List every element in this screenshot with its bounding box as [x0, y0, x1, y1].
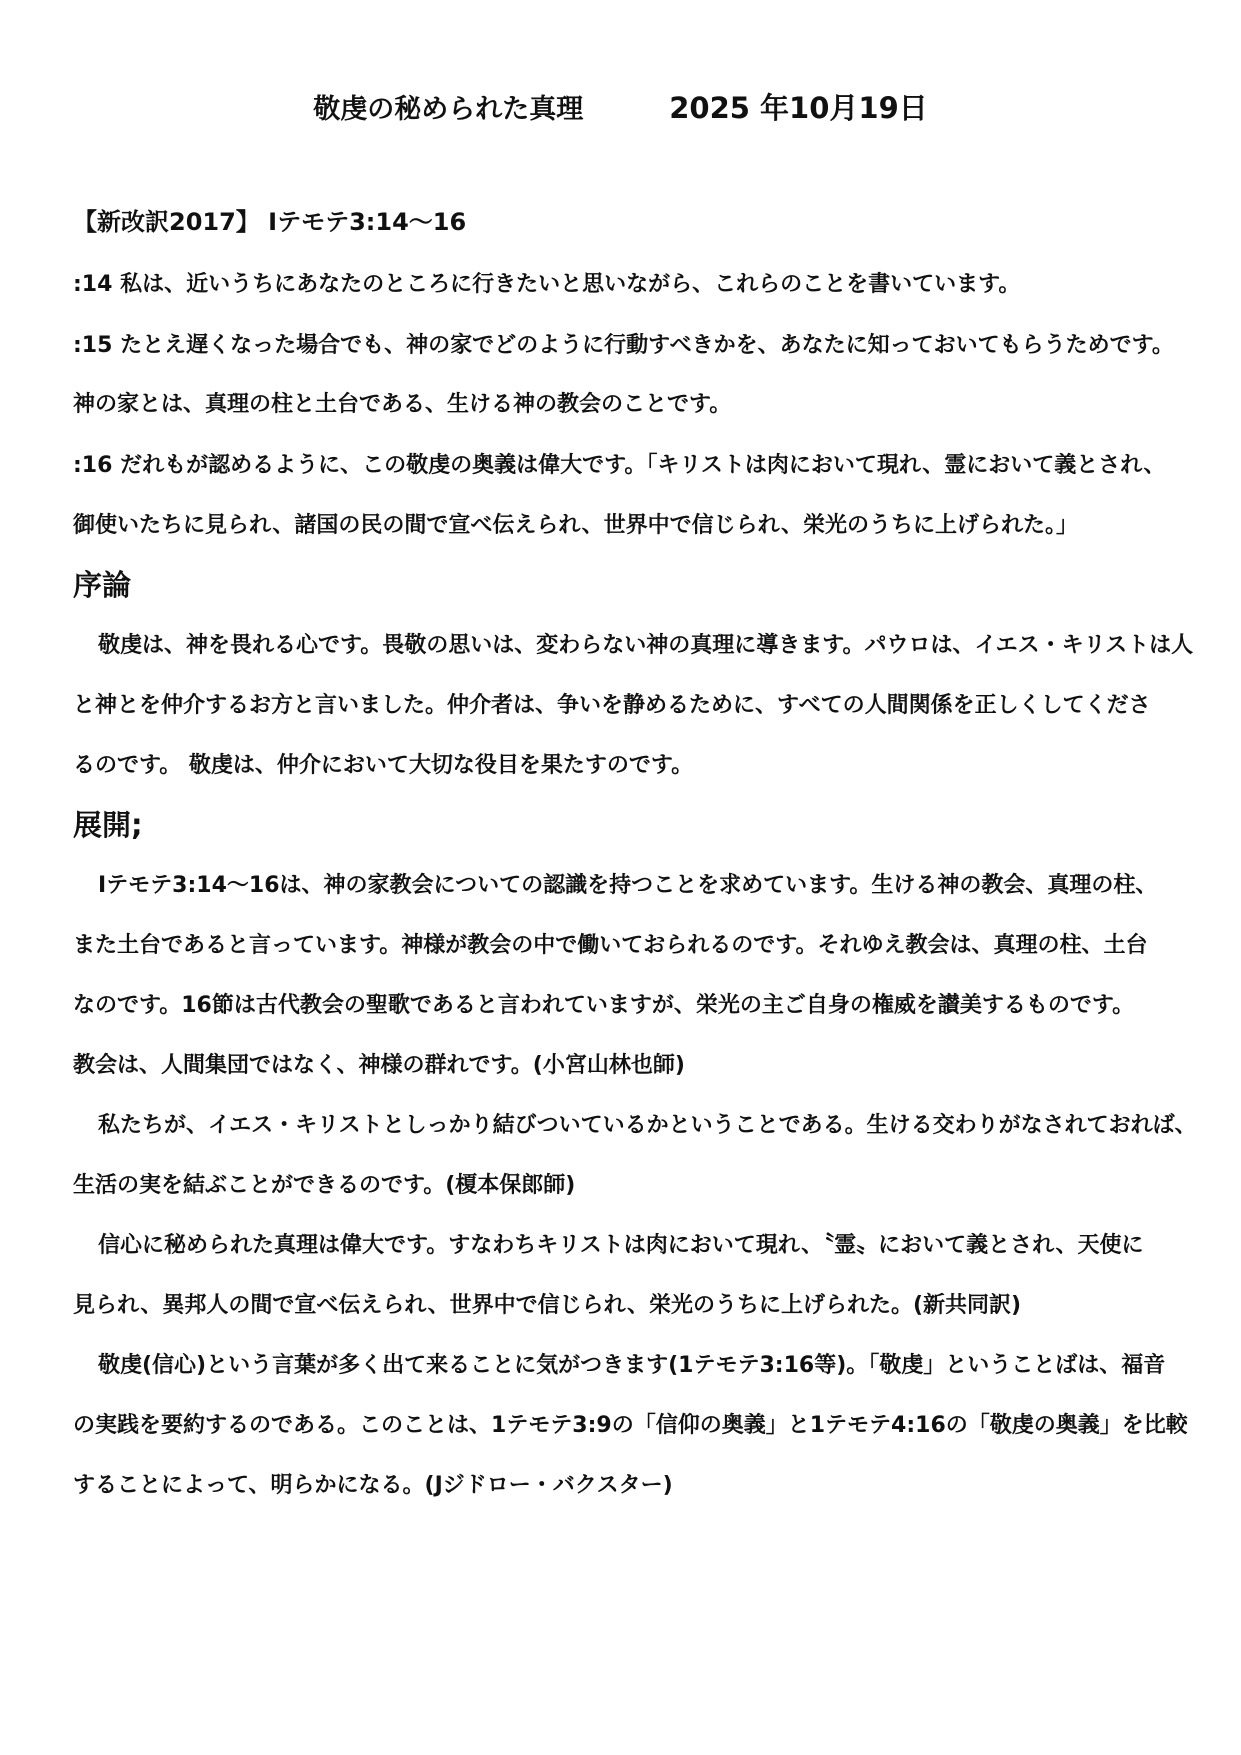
- intro-line: と神とを仲介するお方と言いました。仲介者は、争いを静めるために、すべての人間関係を正しくしてくださ: [73, 693, 1151, 718]
- development-line: 見られ、異邦人の間で宣べ伝えられ、世界中で信じられ、栄光のうちに上げられた。(新共同訳): [73, 1293, 1022, 1318]
- passage-verse-15-cont: 神の家とは、真理の柱と土台である、生ける神の教会のことです。: [73, 392, 732, 417]
- development-line: 信心に秘められた真理は偉大です。すなわちキリストは肉において現れ、〝霊〟において義とされ、天使に: [98, 1233, 1144, 1258]
- development-line: 教会は、人間集団ではなく、神様の群れです。(小宮山林也師): [73, 1053, 685, 1078]
- sermon-date: 2025 年10月19日: [669, 91, 928, 125]
- intro-heading: 序論: [73, 568, 132, 602]
- development-line: 生活の実を結ぶことができるのです。(榎本保郎師): [73, 1173, 576, 1198]
- document-header: [0, 86, 1241, 127]
- development-line: することによって、明らかになる。(Jジドロー・バクスター): [73, 1473, 673, 1498]
- development-line: なのです。16節は古代教会の聖歌であると言われていますが、栄光の主ご自身の権威を讃美するものです。: [73, 993, 1135, 1018]
- sermon-title: 敬虔の秘められた真理: [313, 94, 584, 125]
- development-heading: 展開;: [73, 808, 143, 842]
- passage-verse-15: :15 たとえ遅くなった場合でも、神の家でどのように行動すべきかを、あなたに知っておいてもらうためです。: [73, 333, 1174, 358]
- development-line: 私たちが、イエス・キリストとしっかり結びついているかということである。生ける交わりがなされておれば、: [98, 1113, 1197, 1138]
- intro-line: るのです。 敬虔は、仲介において大切な役目を果たすのです。: [73, 753, 694, 778]
- intro-line: 敬虔は、神を畏れる心です。畏敬の思いは、変わらない神の真理に導きます。パウロは、イエス・キリストは人: [98, 633, 1194, 658]
- passage-verse-16-cont: 御使いたちに見られ、諸国の民の間で宣べ伝えられ、世界中で信じられ、栄光のうちに上げられた。」: [73, 513, 1078, 538]
- passage-verse-14: :14 私は、近いうちにあなたのところに行きたいと思いながら、これらのことを書いています。: [73, 272, 1021, 297]
- development-line: 敬虔(信心)という言葉が多く出て来ることに気がつきます(1テモテ3:16等)。「敬虔」ということばは、福音: [98, 1353, 1166, 1378]
- development-line: の実践を要約するのである。このことは、1テモテ3:9の「信仰の奥義」と1テモテ4:16の「敬虔の奥義」を比較: [73, 1413, 1188, 1438]
- passage-reference: 【新改訳2017】 Ⅰテモテ3:14～16: [73, 208, 467, 236]
- passage-verse-16: :16 だれもが認めるように、この敬虔の奥義は偉大です。「キリストは肉において現れ、霊において義とされ、: [73, 453, 1166, 478]
- development-line: Ⅰテモテ3:14～16は、神の家教会についての認識を持つことを求めています。生ける神の教会、真理の柱、: [98, 873, 1158, 898]
- development-line: また土台であると言っています。神様が教会の中で働いておられるのです。それゆえ教会は、真理の柱、土台: [73, 933, 1148, 958]
